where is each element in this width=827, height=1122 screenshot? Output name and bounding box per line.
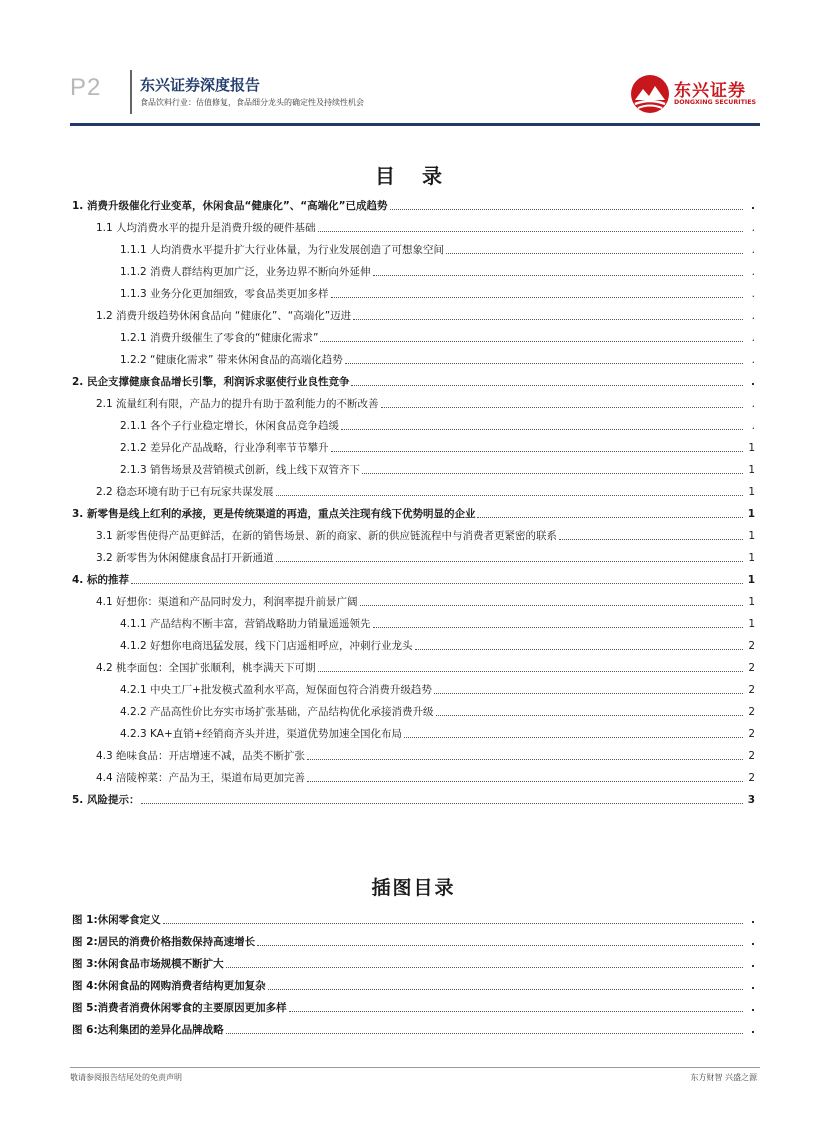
toc-entry-3-1[interactable] (96, 528, 755, 543)
leader-dots (307, 758, 743, 760)
leader-dots (131, 582, 743, 584)
leader-dots (351, 384, 743, 386)
leader-dots (381, 406, 743, 408)
page-number: P2 (70, 74, 102, 101)
toc-entry-page: 1 (748, 552, 755, 564)
toc-entry-label: 1.1 人均消费水平的提升是消费升级的硬件基础 (96, 222, 316, 234)
toc-entry-page: . (751, 420, 755, 432)
toc-entry-page: 1 (748, 618, 755, 630)
toc-entry-label: 2.1 流量红利有限，产品力的提升有助于盈利能力的不断改善 (96, 398, 379, 410)
toc-entry-page: . (751, 266, 755, 278)
toc-entry-1-1-2[interactable] (120, 264, 755, 279)
figure-entry-6[interactable] (72, 1022, 755, 1037)
toc-entry-page: 1 (748, 464, 755, 476)
figure-entry-page: . (751, 1002, 755, 1014)
leader-dots (163, 922, 743, 924)
leader-dots (415, 648, 743, 650)
logo-mark-icon (630, 74, 670, 114)
leader-dots (373, 626, 743, 628)
toc-entry-label: 1.2 消费升级趋势休闲食品向 “健康化”、“高端化”迈进 (96, 310, 352, 322)
footer-slogan: 东方财智 兴盛之源 (690, 1073, 757, 1082)
figure-entry-label: 图 6:达利集团的差异化品牌战略 (72, 1024, 224, 1036)
company-logo (630, 74, 756, 114)
toc-entry-page: . (751, 222, 755, 234)
toc-entry-2-1[interactable] (96, 396, 755, 411)
leader-dots (477, 516, 743, 518)
toc-entry-label: 1.1.3 业务分化更加细致，零食品类更加多样 (120, 288, 329, 300)
toc-entry-page: 2 (748, 662, 755, 674)
toc-entry-page: 1 (748, 442, 755, 454)
leader-dots (360, 604, 743, 606)
report-title: 东兴证券深度报告 (140, 76, 261, 94)
toc-entry-label: 5. 风险提示： (72, 794, 140, 806)
toc-entry-2-2[interactable] (96, 484, 755, 499)
toc-entry-4-1-2[interactable] (120, 638, 755, 653)
figure-list-title: 插图目录 (371, 877, 456, 899)
figure-entry-label: 图 4:休闲食品的网购消费者结构更加复杂 (72, 980, 266, 992)
figure-entry-5[interactable] (72, 1000, 755, 1015)
toc-entry-label: 1.1.1 人均消费水平提升扩大行业体量，为行业发展创造了可想象空间 (120, 244, 445, 256)
leader-dots (404, 736, 743, 738)
toc-entry-label: 4.2.2 产品高性价比夯实市场扩张基础，产品结构优化承接消费升级 (120, 706, 434, 718)
toc-entry-1-1[interactable] (96, 220, 755, 235)
toc-entry-4-2-1[interactable] (120, 682, 755, 697)
toc-entry-page: . (751, 244, 755, 256)
toc-entry-page: 2 (748, 640, 755, 652)
toc-entry-label: 3.1 新零售使得产品更鲜活，在新的销售场景、新的商家、新的供应链流程中与消费者更紧密的联系 (96, 530, 558, 542)
toc-entry-label: 2.1.2 差异化产品战略，行业净利率节节攀升 (120, 442, 329, 454)
toc-entry-page: 1 (748, 486, 755, 498)
figure-entry-label: 图 5:消费者消费休闲零食的主要原因更加多样 (72, 1002, 287, 1014)
leader-dots (289, 1010, 743, 1012)
toc-entry-page: . (751, 288, 755, 300)
toc-entry-page: . (751, 200, 755, 212)
leader-dots (276, 560, 743, 562)
leader-dots (390, 208, 743, 210)
figure-entry-label: 图 1:休闲零食定义 (72, 914, 161, 926)
toc-entry-label: 3. 新零售是线上红利的承接，更是传统渠道的再造，重点关注现有线下优势明显的企业 (72, 508, 476, 520)
toc-entry-4-2-3[interactable] (120, 726, 755, 741)
logo-name-en: DONGXING SECURITIES (674, 99, 757, 106)
toc-entry-2-1-2[interactable] (120, 440, 755, 455)
toc-entry-2-1-1[interactable] (120, 418, 755, 433)
toc-entry-4[interactable] (72, 572, 755, 587)
figure-entry-page: . (751, 936, 755, 948)
toc-entry-page: 1 (748, 596, 755, 608)
toc-entry-label: 4.2 桃李面包：全国扩张顺利，桃李满天下可期 (96, 662, 316, 674)
leader-dots (331, 450, 743, 452)
figure-entry-3[interactable] (72, 956, 755, 971)
leader-dots (331, 296, 743, 298)
toc-entry-page: 1 (747, 508, 755, 520)
footer-disclaimer: 敬请参阅报告结尾处的免责声明 (70, 1073, 182, 1082)
toc-entry-1-1-3[interactable] (120, 286, 755, 301)
figure-entry-2[interactable] (72, 934, 755, 949)
footer-rule (70, 1067, 760, 1068)
toc-entry-page: 2 (748, 706, 755, 718)
toc-entry-label: 4.1.1 产品结构不断丰富，营销战略助力销量遥遥领先 (120, 618, 371, 630)
leader-dots (353, 318, 743, 320)
leader-dots (320, 340, 743, 342)
toc-entry-page: . (751, 332, 755, 344)
figure-entry-4[interactable] (72, 978, 755, 993)
toc-entry-label: 4.2.1 中央工厂+批发模式盈利水平高，短保面包符合消费升级趋势 (120, 684, 432, 696)
leader-dots (226, 966, 743, 968)
toc-entry-page: 2 (748, 728, 755, 740)
toc-entry-label: 3.2 新零售为休闲健康食品打开新通道 (96, 552, 274, 564)
leader-dots (226, 1032, 743, 1034)
toc-entry-label: 2. 民企支撑健康食品增长引擎，利润诉求驱使行业良性竞争 (72, 376, 350, 388)
toc-entry-page: 2 (748, 772, 755, 784)
leader-dots (362, 472, 743, 474)
figure-entry-page: . (751, 958, 755, 970)
leader-dots (318, 230, 743, 232)
toc-entry-1-2[interactable] (96, 308, 755, 323)
figure-entry-page: . (751, 1024, 755, 1036)
leader-dots (373, 274, 743, 276)
logo-name-cn: 东兴证券 (674, 81, 746, 101)
leader-dots (257, 944, 743, 946)
toc-entry-4-1-1[interactable] (120, 616, 755, 631)
figure-entry-page: . (751, 980, 755, 992)
toc-entry-label: 1. 消费升级催化行业变革，休闲食品“健康化”、“高端化”已成趋势 (72, 200, 388, 212)
toc-entry-label: 1.1.2 消费人群结构更加广泛，业务边界不断向外延伸 (120, 266, 371, 278)
toc-entry-2-1-3[interactable] (120, 462, 755, 477)
leader-dots (268, 988, 743, 990)
toc-entry-page: 3 (747, 794, 755, 806)
toc-entry-5[interactable] (72, 792, 755, 807)
toc-entry-page: 2 (748, 750, 755, 762)
toc-entry-4-2[interactable] (96, 660, 755, 675)
figure-entry-1[interactable] (72, 912, 755, 927)
toc-entry-2[interactable] (72, 374, 755, 389)
toc-entry-4-1[interactable] (96, 594, 755, 609)
leader-dots (276, 494, 743, 496)
toc-entry-label: 4.3 绝味食品：开店增速不减，品类不断扩张 (96, 750, 306, 762)
toc-entry-label: 2.2 稳态环境有助于已有玩家共谋发展 (96, 486, 274, 498)
header-divider (130, 70, 132, 114)
toc-entry-label: 1.2.2 “健康化需求” 带来休闲食品的高端化趋势 (120, 354, 343, 366)
toc-entry-page: 1 (748, 530, 755, 542)
toc-entry-1[interactable] (72, 198, 755, 213)
toc-entry-4-4[interactable] (96, 770, 755, 785)
figure-entry-label: 图 3:休闲食品市场规模不断扩大 (72, 958, 224, 970)
leader-dots (318, 670, 743, 672)
toc-entry-page: . (751, 310, 755, 322)
toc-entry-4-3[interactable] (96, 748, 755, 763)
toc-entry-label: 4.4 涪陵榨菜：产品为王，渠道布局更加完善 (96, 772, 306, 784)
leader-dots (559, 538, 743, 540)
toc-entry-4-2-2[interactable] (120, 704, 755, 719)
toc-entry-label: 4.1 好想你：渠道和产品同时发力，利润率提升前景广阔 (96, 596, 358, 608)
toc-entry-page: 1 (747, 574, 755, 586)
toc-entry-1-2-1[interactable] (120, 330, 755, 345)
toc-entry-label: 1.2.1 消费升级催生了零食的“健康化需求” (120, 332, 319, 344)
toc-entry-3[interactable] (72, 506, 755, 521)
toc-entry-3-2[interactable] (96, 550, 755, 565)
toc-entry-label: 4. 标的推荐 (72, 574, 129, 586)
leader-dots (141, 802, 743, 804)
figure-entry-label: 图 2:居民的消费价格指数保持高速增长 (72, 936, 256, 948)
toc-entry-page: . (751, 376, 755, 388)
leader-dots (345, 362, 743, 364)
toc-entry-1-1-1[interactable] (120, 242, 755, 257)
toc-entry-page: 2 (748, 684, 755, 696)
toc-entry-page: . (751, 398, 755, 410)
leader-dots (446, 252, 743, 254)
toc-title: 目 录 (375, 164, 452, 188)
report-subtitle: 食品饮料行业：估值修复，食品细分龙头的确定性及持续性机会 (140, 98, 364, 107)
toc-entry-label: 2.1.1 各个子行业稳定增长，休闲食品竞争趋缓 (120, 420, 340, 432)
toc-entry-page: . (751, 354, 755, 366)
header-rule (70, 123, 760, 126)
leader-dots (436, 714, 743, 716)
leader-dots (341, 428, 743, 430)
toc-entry-label: 4.2.3 KA+直销+经销商齐头并进，渠道优势加速全国化布局 (120, 728, 403, 740)
toc-entry-label: 2.1.3 销售场景及营销模式创新，线上线下双管齐下 (120, 464, 361, 476)
leader-dots (307, 780, 743, 782)
toc-entry-label: 4.1.2 好想你电商迅猛发展，线下门店遥相呼应，冲刺行业龙头 (120, 640, 413, 652)
leader-dots (434, 692, 743, 694)
figure-entry-page: . (751, 914, 755, 926)
toc-entry-1-2-2[interactable] (120, 352, 755, 367)
